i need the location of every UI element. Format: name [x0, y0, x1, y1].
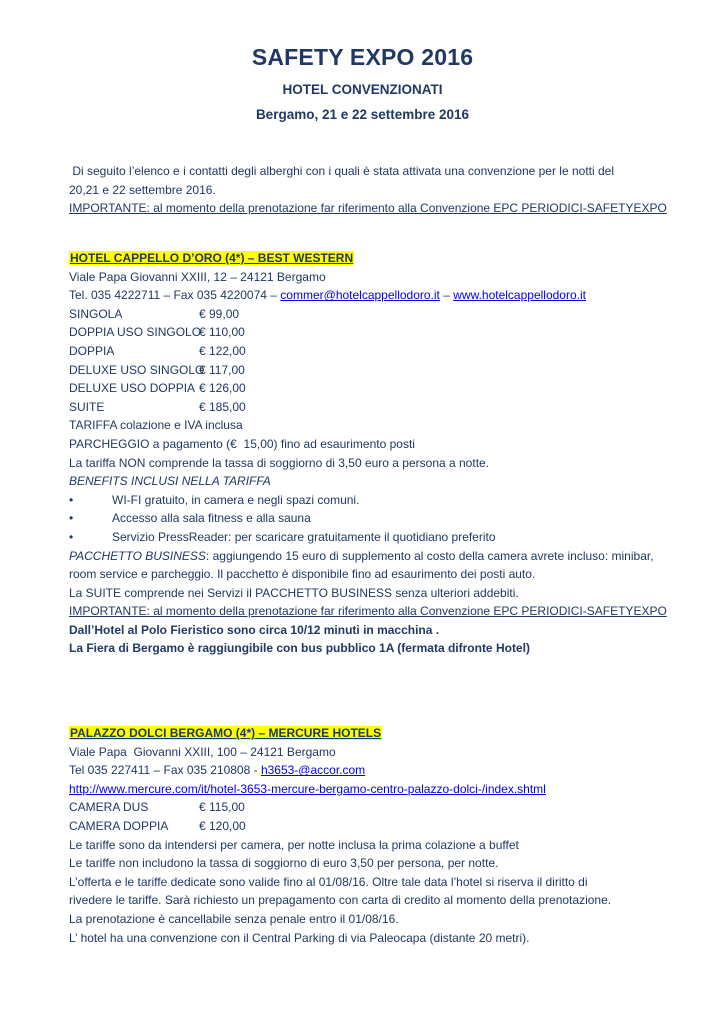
- price-value: € 122,00: [199, 343, 246, 358]
- business-package-line-2: room service e parcheggio. Il pacchetto è disponibile fino ad esaurimento dei posti auto.: [69, 567, 536, 582]
- price-value: € 99,00: [199, 306, 240, 321]
- tariff-note: TARIFFA colazione e IVA inclusa: [69, 418, 243, 433]
- bullet-icon: •: [69, 511, 74, 526]
- price-label: SUITE: [69, 399, 105, 414]
- suite-note: La SUITE comprende nei Servizi il PACCHETTO BUSINESS senza ulteriori addebiti.: [69, 585, 519, 600]
- hotel-cappello-section: [69, 249, 669, 658]
- terms-line: L’ hotel ha una convenzione con il Central Parking di via Paleocapa (distante 20 metri).: [69, 930, 530, 945]
- terms-line: L’offerta e le tariffe dedicate sono valide fino al 01/08/16. Oltre tale data l’hotel si riserva il diritto di: [69, 874, 588, 889]
- intro-important-note: IMPORTANTE: al momento della prenotazione far riferimento alla Convenzione EPC PERIODICI-SAFETYEXPO: [69, 201, 667, 216]
- price-label: DELUXE USO SINGOLO: [69, 362, 205, 377]
- benefit-text: WI-FI gratuito, in camera e negli spazi comuni.: [112, 492, 360, 507]
- event-dateline: Bergamo, 21 e 22 settembre 2016: [255, 107, 470, 122]
- hotel-website-link[interactable]: www.hotelcappellodoro.it: [453, 288, 586, 303]
- price-value: € 120,00: [199, 818, 246, 833]
- business-label: PACCHETTO BUSINESS: [69, 548, 206, 563]
- list-item: [69, 528, 669, 547]
- price-row: [69, 323, 669, 342]
- price-row: [69, 798, 669, 817]
- tax-note: La tariffa NON comprende la tassa di soggiorno di 3,50 euro a persona a notte.: [69, 455, 490, 470]
- intro-line-2: 20,21 e 22 settembre 2016.: [69, 182, 216, 197]
- terms-line: Le tariffe non includono la tassa di soggiorno di euro 3,50 per persona, per notte.: [69, 856, 499, 871]
- terms-line: Le tariffe sono da intendersi per camera, per notte inclusa la prima colazione a buffet: [69, 837, 519, 852]
- price-label: DELUXE USO DOPPIA: [69, 381, 196, 396]
- business-package: [69, 547, 669, 566]
- bullet-icon: •: [69, 529, 74, 544]
- hotel-email-link[interactable]: commer@hotelcappellodoro.it: [280, 288, 440, 303]
- hotel-address: Viale Papa Giovanni XXIII, 12 – 24121 Bergamo: [69, 269, 326, 284]
- price-row: [69, 379, 669, 398]
- price-label: CAMERA DUS: [69, 800, 149, 815]
- hotel-address: Viale Papa Giovanni XXIII, 100 – 24121 Bergamo: [69, 744, 336, 759]
- page-title: SAFETY EXPO 2016: [251, 44, 474, 70]
- price-value: € 117,00: [199, 362, 245, 377]
- separator: –: [439, 288, 454, 303]
- hotel-contact: [69, 286, 669, 305]
- hotel-contact: [69, 761, 669, 780]
- bullet-icon: •: [69, 492, 74, 507]
- hotel-palazzo-dolci-section: [69, 724, 669, 947]
- price-label: CAMERA DOPPIA: [69, 818, 169, 833]
- terms-line: La prenotazione è cancellabile senza penale entro il 01/08/16.: [69, 911, 399, 926]
- hotel-phone-fax: Tel. 035 4222711 – Fax 035 4220074 –: [69, 288, 281, 303]
- price-row: [69, 361, 669, 380]
- price-value: € 185,00: [199, 399, 246, 414]
- benefits-title: BENEFITS INCLUSI NELLA TARIFFA: [69, 474, 271, 489]
- price-row: [69, 398, 669, 417]
- price-label: DOPPIA USO SINGOLO: [69, 325, 202, 340]
- price-row: [69, 817, 669, 836]
- price-row: [69, 305, 669, 324]
- intro-section: [69, 162, 669, 218]
- price-label: SINGOLA: [69, 306, 123, 321]
- benefit-text: Servizio PressReader: per scaricare gratuitamente il quotidiano preferito: [112, 529, 496, 544]
- hotel-email-link[interactable]: h3653-@accor.com: [260, 763, 366, 778]
- price-value: € 115,00: [199, 800, 245, 815]
- price-label: DOPPIA: [69, 343, 115, 358]
- business-text: : aggiungendo 15 euro di supplemento al costo della camera avrete incluso: minibar,: [205, 548, 654, 563]
- intro-line-1: Di seguito l’elenco e i contatti degli alberghi con i quali è stata attivata una convenzione per le notti del: [69, 164, 615, 178]
- hotel-name: HOTEL CAPPELLO D’ORO (4*) – BEST WESTERN: [70, 251, 354, 265]
- price-row: [69, 342, 669, 361]
- benefit-text: Accesso alla sala fitness e alla sauna: [112, 511, 311, 526]
- hotel-phone-fax: Tel 035 227411 – Fax 035 210808 -: [69, 763, 261, 778]
- terms-line: rivedere le tariffe. Sarà richiesto un prepagamento con carta di credito al momento della prenotazione.: [69, 893, 612, 908]
- list-item: [69, 491, 669, 510]
- hotel-website-link[interactable]: http://www.mercure.com/it/hotel-3653-mercure-bergamo-centro-palazzo-dolci-/index.shtml: [69, 781, 546, 796]
- list-item: [69, 509, 669, 528]
- page-subtitle: HOTEL CONVENZIONATI: [282, 82, 443, 97]
- important-note: IMPORTANTE: al momento della prenotazione far riferimento alla Convenzione EPC PERIODICI-SAFETYEXPO: [69, 604, 667, 619]
- bus-note: La Fiera di Bergamo è raggiungibile con bus pubblico 1A (fermata difronte Hotel): [69, 641, 530, 656]
- parking-note: PARCHEGGIO a pagamento (€ 15,00) fino ad esaurimento posti: [69, 436, 415, 451]
- price-value: € 126,00: [199, 381, 246, 396]
- price-value: € 110,00: [199, 325, 245, 340]
- distance-note: Dall’Hotel al Polo Fieristico sono circa 10/12 minuti in macchina .: [69, 622, 440, 637]
- hotel-name: PALAZZO DOLCI BERGAMO (4*) – MERCURE HOTELS: [70, 726, 382, 740]
